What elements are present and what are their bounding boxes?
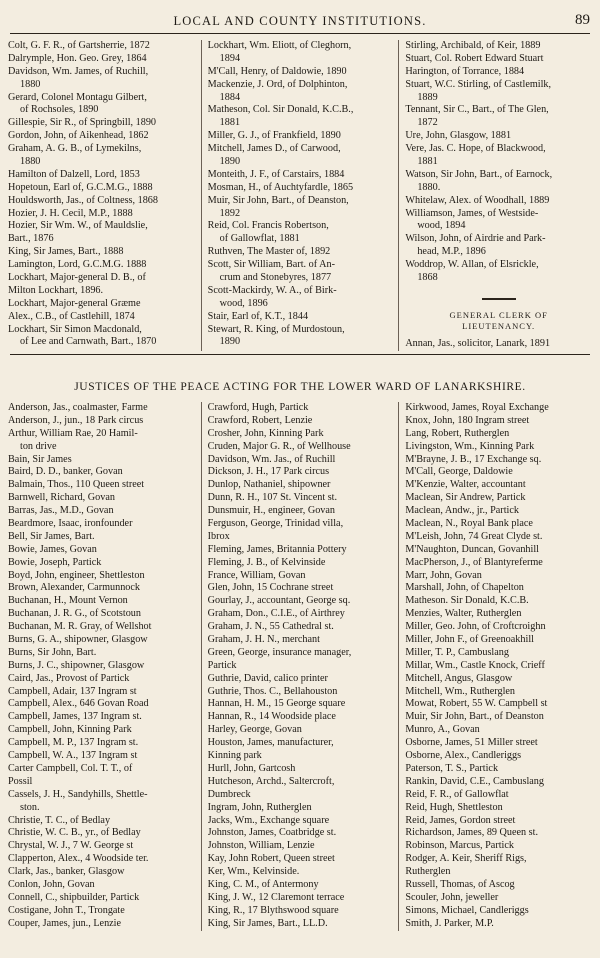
entry-line: Bowie, Joseph, Partick xyxy=(8,556,102,568)
entry-line: Alex., C.B., of Castlehill, 1874 xyxy=(8,310,135,322)
entry-line: Simons, Michael, Candleriggs xyxy=(405,904,529,916)
entry-line: Jacks, Wm., Exchange square xyxy=(207,814,330,826)
entry-line: Campbell, W. A., 137 Ingram st xyxy=(8,750,138,762)
entry-line: Fleming, James, Britannia Pottery xyxy=(207,543,347,555)
entry-line: M'Leish, John, 74 Great Clyde st. xyxy=(405,530,543,542)
entry-line: Muir, Sir John, Bart., of Deanston, xyxy=(207,194,349,206)
entry-line: Hannan, H. M., 15 George square xyxy=(207,698,346,710)
entry-line: of Gallowflat, 1881 xyxy=(219,233,300,245)
entry-line: Christie, W. C. B., yr., of Bedlay xyxy=(8,827,141,839)
entry-line: Clark, Jas., banker, Glasgow xyxy=(8,866,125,878)
entry-line: Gerard, Colonel Montagu Gilbert, xyxy=(8,91,147,103)
entry-line: Gillespie, Sir R., of Springbill, 1890 xyxy=(8,117,157,129)
entry-line: King, C. M., of Antermony xyxy=(207,878,319,890)
entry-line: Milton Lockhart, 1896. xyxy=(8,284,104,296)
entry-line: 1889 xyxy=(417,91,438,103)
entry-line: 1881 xyxy=(417,156,438,168)
justices-list xyxy=(8,402,592,931)
entry-line: Burns, G. A., shipowner, Glasgow xyxy=(8,634,148,646)
entry-line: King, J. W., 12 Claremont terrace xyxy=(207,891,345,903)
entry-line: 1868 xyxy=(417,272,438,284)
entry-line: Matheson, Col. Sir Donald, K.C.B., xyxy=(207,104,354,116)
entry-line: Boyd, John, engineer, Shettleston xyxy=(8,569,145,581)
entry-line: Osborne, James, 51 Miller street xyxy=(405,737,538,749)
entry-line: Dickson, J. H., 17 Park circus xyxy=(207,466,330,478)
entry-line: Beardmore, Isaac, ironfounder xyxy=(8,518,133,530)
entry-line: Connell, C., shipbuilder, Partick xyxy=(8,891,140,903)
entry-line: Livingston, Wm., Kinning Park xyxy=(405,440,535,452)
entry-line: Menzies, Walter, Rutherglen xyxy=(405,608,522,620)
entry-line: Reid, F. R., of Gallowflat xyxy=(405,788,509,800)
entry-line: Harley, George, Govan xyxy=(207,724,302,736)
deputy-lieutenants-list xyxy=(8,40,592,351)
entry-line: 1880 xyxy=(20,78,41,90)
entry-line: Barnwell, Richard, Govan xyxy=(8,492,115,504)
entry-line: Clapperton, Alex., 4 Woodside ter. xyxy=(8,853,149,865)
entry-line: Russell, Thomas, of Ascog xyxy=(405,878,515,890)
page-number: 89 xyxy=(575,12,590,28)
entry-line: Kirkwood, James, Royal Exchange xyxy=(405,402,549,413)
entry-line: Rodger, A. Keir, Sheriff Rigs, xyxy=(405,853,527,865)
entry-line: Mowat, Robert, 55 W. Campbell st xyxy=(405,698,548,710)
entry-line: Marr, John, Govan xyxy=(405,569,482,581)
entry-line: M'Call, Henry, of Daldowie, 1890 xyxy=(207,65,347,77)
entry-line: head, M.P., 1896 xyxy=(417,246,486,258)
entry-line: Fleming, J. B., of Kelvinside xyxy=(207,556,326,568)
entry-line: Arthur, William Rae, 20 Hamil- xyxy=(8,427,138,439)
entry-line: Hamilton of Dalzell, Lord, 1853 xyxy=(8,168,140,180)
entry-line: Houston, James, manufacturer, xyxy=(207,737,334,749)
entry-line: Mackenzie, J. Ord, of Dolphinton, xyxy=(207,78,348,90)
entry-line: Graham, A. G. B., of Lymekilns, xyxy=(8,143,142,155)
entry-line: wood, 1894 xyxy=(417,220,466,232)
entry-line: Scott, Sir William, Bart. of An- xyxy=(207,259,335,271)
entry-line: Guthrie, David, calico printer xyxy=(207,672,328,684)
entry-line: Mitchell, Wm., Rutherglen xyxy=(405,685,516,697)
entry-line: Miller, John F., of Greenoakhill xyxy=(405,634,534,646)
entry-line: Houldsworth, Jas., of Coltness, 1868 xyxy=(8,194,158,206)
entry-line: Rankin, David, C.E., Cambuslang xyxy=(405,775,544,787)
deputy-lieutenants-column-3 xyxy=(398,40,592,351)
entry-line: Maclean, Andw., jr., Partick xyxy=(405,505,519,517)
entry-line: Lang, Robert, Rutherglen xyxy=(405,427,510,439)
entry-line: Knox, John, 180 Ingram street xyxy=(405,414,530,426)
entry-line: Millar, Wm., Castle Knock, Crieff xyxy=(405,659,545,671)
clerk-heading xyxy=(405,310,592,332)
entry-line: Ure, John, Glasgow, 1881 xyxy=(405,130,512,142)
entry-line: Dumbreck xyxy=(207,788,251,800)
deputy-lieutenants-column-2 xyxy=(201,40,395,351)
entry-line: 1890 xyxy=(219,156,241,168)
entry-line: Reid, James, Gordon street xyxy=(405,814,516,826)
entry-line: Reid, Hugh, Shettleston xyxy=(405,801,503,813)
entry-line: 1880 xyxy=(20,156,41,168)
entry-line: ton drive xyxy=(20,440,57,452)
entry-line: Lockhart, Wm. Eliott, of Cleghorn, xyxy=(207,40,352,51)
entry-line: Campbell, Alex., 646 Govan Road xyxy=(8,698,149,710)
entry-line: Lamington, Lord, G.C.M.G. 1888 xyxy=(8,259,147,271)
entry-line: Scott-Mackirdy, W. A., of Birk- xyxy=(207,284,337,296)
section-rule xyxy=(482,298,516,300)
entry-line: Graham, Don., C.I.E., of Airthrey xyxy=(207,608,345,620)
justices-column-3 xyxy=(398,402,592,931)
entry-line: wood, 1896 xyxy=(219,297,268,309)
entry-line: Campbell, M. P., 137 Ingram st. xyxy=(8,737,139,749)
entry-line: Tennant, Sir C., Bart., of The Glen, xyxy=(405,104,549,116)
entry-line: Buchanan, J. R. G., of Scotstoun xyxy=(8,608,141,620)
entry-line: Lockhart, Sir Simon Macdonald, xyxy=(8,323,142,335)
entry-line: Dunlop, Nathaniel, shipowner xyxy=(207,479,331,491)
entry-line: Christie, T. C., of Bedlay xyxy=(8,814,111,826)
entry-line: Stuart, Col. Robert Edward Stuart xyxy=(405,52,544,64)
entry-line: of Lee and Carnwath, Bart., 1870 xyxy=(20,336,157,348)
entry-line: King, Sir James, Bart., LL.D. xyxy=(207,917,328,929)
entry-line: King, Sir James, Bart., 1888 xyxy=(8,246,124,258)
entry-line: Wilson, John, of Airdrie and Park- xyxy=(405,233,546,245)
entry-line: Smith, J. Parker, M.P. xyxy=(405,917,494,929)
entry-line: Stuart, W.C. Stirling, of Castlemilk, xyxy=(405,78,552,90)
entry-line: 1890 xyxy=(219,336,241,348)
section-divider xyxy=(10,354,590,355)
entry-line: Rutherglen xyxy=(405,866,451,878)
entry-line: crum and Stonebyres, 1877 xyxy=(219,272,332,284)
entry-line: Muir, Sir John, Bart., of Deanston xyxy=(405,711,544,723)
entry-line: Campbell, Adair, 137 Ingram st xyxy=(8,685,137,697)
entry-line: Paterson, T. S., Partick xyxy=(405,762,499,774)
entry-line: Buchanan, M. R. Gray, of Wellshot xyxy=(8,621,152,633)
entry-line: Johnston, James, Coatbridge st. xyxy=(207,827,337,839)
entry-line: Guthrie, Thos. C., Bellahouston xyxy=(207,685,338,697)
entry-line: Lockhart, Major-general Græme xyxy=(8,297,141,309)
entry-line: Ibrox xyxy=(207,530,230,542)
entry-line: Davidson, Wm. Jas., of Ruchill xyxy=(207,453,336,465)
entry-line: Glen, John, 15 Cochrane street xyxy=(207,582,334,594)
entry-line: 1892 xyxy=(219,207,241,219)
entry-line: Graham, J. H. N., merchant xyxy=(207,634,320,646)
entry-line: Burns, Sir John, Bart. xyxy=(8,646,97,658)
entry-line: Cruden, Major G. R., of Wellhouse xyxy=(207,440,351,452)
entry-line: Partick xyxy=(207,659,237,671)
entry-line: King, R., 17 Blythswood square xyxy=(207,904,339,916)
entry-line: France, William, Govan xyxy=(207,569,306,581)
entry-line: Hozier, J. H. Cecil, M.P., 1888 xyxy=(8,207,133,219)
entry-line: Lockhart, Major-general D. B., of xyxy=(8,272,146,284)
entry-line: Kinning park xyxy=(207,750,262,762)
entry-line: Mitchell, Angus, Glasgow xyxy=(405,672,513,684)
entry-line: Possil xyxy=(8,775,33,787)
running-header xyxy=(0,14,600,32)
entry-line: Crosher, John, Kinning Park xyxy=(207,427,324,439)
entry-line: Baird, D. D., banker, Govan xyxy=(8,466,123,478)
justices-column-2 xyxy=(201,402,395,931)
entry-line: Johnston, William, Lenzie xyxy=(207,840,315,852)
entry-line: Buchanan, H., Mount Vernon xyxy=(8,595,128,607)
entry-line: Stair, Earl of, K.T., 1844 xyxy=(207,310,309,322)
entry-line: Bain, Sir James xyxy=(8,453,72,465)
entry-line: Hannan, R., 14 Woodside place xyxy=(207,711,336,723)
entry-line: Chrystal, W. J., 7 W. George st xyxy=(8,840,134,852)
entry-line: Gordon, John, of Aikenhead, 1862 xyxy=(8,130,149,142)
entry-line: Graham, J. N., 55 Cathedral st. xyxy=(207,621,334,633)
entry-line: Maclean, N., Royal Bank place xyxy=(405,518,533,530)
clerk-entry: Annan, Jas., solicitor, Lanark, 1891 xyxy=(405,337,551,349)
entry-line: Burns, J. C., shipowner, Glasgow xyxy=(8,659,145,671)
entry-line: Miller, G. J., of Frankfield, 1890 xyxy=(207,130,341,142)
entry-line: Conlon, John, Govan xyxy=(8,878,95,890)
entry-line: Monteith, J. F., of Carstairs, 1884 xyxy=(207,168,345,180)
entry-line: Richardson, James, 89 Queen st. xyxy=(405,827,539,839)
entry-line: Bowie, James, Govan xyxy=(8,543,97,555)
entry-line: Hurll, John, Gartcosh xyxy=(207,762,296,774)
entry-line: Mosman, H., of Auchtyfardle, 1865 xyxy=(207,181,354,193)
entry-line: Crawford, Robert, Lenzie xyxy=(207,414,313,426)
entry-line: M'Kenzie, Walter, accountant xyxy=(405,479,526,491)
entry-line: Hozier, Sir Wm. W., of Mauldslie, xyxy=(8,220,148,232)
entry-line: Stewart, R. King, of Murdostoun, xyxy=(207,323,345,335)
entry-line: Stirling, Archibald, of Keir, 1889 xyxy=(405,40,541,51)
entry-line: Bart., 1876 xyxy=(8,233,54,245)
entry-line: Green, George, insurance manager, xyxy=(207,646,352,658)
entry-line: 1881 xyxy=(219,117,241,129)
entry-line: Anderson, J., jun., 18 Park circus xyxy=(8,414,144,426)
entry-line: Kay, John Robert, Queen street xyxy=(207,853,335,865)
entry-line: 1880. xyxy=(417,181,441,193)
entry-line: Marshall, John, of Chapelton xyxy=(405,582,524,594)
entry-line: Balmain, Thos., 110 Queen street xyxy=(8,479,145,491)
deputy-lieutenants-column-1 xyxy=(8,40,197,351)
entry-line: M'Brayne, J. B., 17 Exchange sq. xyxy=(405,453,542,465)
entry-line: ston. xyxy=(20,801,40,813)
entry-line: Dunn, R. H., 107 St. Vincent st. xyxy=(207,492,338,504)
entry-line: Vere, Jas. C. Hope, of Blackwood, xyxy=(405,143,546,155)
entry-line: 1884 xyxy=(219,91,241,103)
entry-line: of Rochsoles, 1890 xyxy=(20,104,99,116)
entry-line: Carter Campbell, Col. T. T., of xyxy=(8,762,133,774)
entry-line: Bell, Sir James, Bart. xyxy=(8,530,95,542)
clerk-heading-line-1: GENERAL CLERK OF xyxy=(449,309,548,320)
entry-line: Dunsmuir, H., engineer, Govan xyxy=(207,505,336,517)
entry-line: Brown, Alexander, Carmunnock xyxy=(8,582,140,594)
entry-line: Campbell, James, 137 Ingram st. xyxy=(8,711,142,723)
entry-line: Caird, Jas., Provost of Partick xyxy=(8,672,130,684)
entry-line: Harington, of Torrance, 1884 xyxy=(405,65,525,77)
entry-line: Costigane, John T., Trongate xyxy=(8,904,125,916)
entry-line: Watson, Sir John, Bart., of Earnock, xyxy=(405,168,553,180)
entry-line: Osborne, Alex., Candleriggs xyxy=(405,750,522,762)
entry-line: Hutcheson, Archd., Saltercroft, xyxy=(207,775,335,787)
entry-line: Ferguson, George, Trinidad villa, xyxy=(207,518,344,530)
entry-line: Matheson. Sir Donald, K.C.B. xyxy=(405,595,529,607)
entry-line: Woddrop, W. Allan, of Elsrickle, xyxy=(405,259,539,271)
entry-line: Gourlay, J., accountant, George sq. xyxy=(207,595,351,607)
entry-line: Hopetoun, Earl of, G.C.M.G., 1888 xyxy=(8,181,153,193)
entry-line: 1872 xyxy=(417,117,438,129)
page-title: LOCAL AND COUNTY INSTITUTIONS. xyxy=(173,14,427,28)
entry-line: Miller, T. P., Cambuslang xyxy=(405,646,509,658)
entry-line: Crawford, Hugh, Partick xyxy=(207,402,309,413)
entry-line: Mitchell, James D., of Carwood, xyxy=(207,143,341,155)
entry-line: Ruthven, The Master of, 1892 xyxy=(207,246,331,258)
entry-line: Campbell, John, Kinning Park xyxy=(8,724,132,736)
header-rule xyxy=(10,33,590,34)
entry-line: Whitelaw, Alex. of Woodhall, 1889 xyxy=(405,194,550,206)
entry-line: Anderson, Jas., coalmaster, Farme xyxy=(8,402,148,413)
entry-line: Barras, Jas., M.D., Govan xyxy=(8,505,114,517)
clerk-heading-line-2: LIEUTENANCY. xyxy=(462,320,536,331)
entry-line: 1894 xyxy=(219,52,241,64)
entry-line: Williamson, James, of Westside- xyxy=(405,207,539,219)
justices-column-1 xyxy=(8,402,197,931)
entry-line: Ker, Wm., Kelvinside. xyxy=(207,866,300,878)
entry-line: Reid, Col. Francis Robertson, xyxy=(207,220,329,232)
entry-line: Miller, Geo. John, of Croftcroighn xyxy=(405,621,546,633)
entry-line: MacPherson, J., of Blantyreferme xyxy=(405,556,543,568)
entry-line: Scouler, John, jeweller xyxy=(405,891,499,903)
entry-line: Munro, A., Govan xyxy=(405,724,480,736)
entry-line: Couper, James, jun., Lenzie xyxy=(8,917,122,929)
entry-line: Colt, G. F. R., of Gartsherrie, 1872 xyxy=(8,40,150,51)
entry-line: Maclean, Sir Andrew, Partick xyxy=(405,492,526,504)
justices-heading: JUSTICES OF THE PEACE ACTING FOR THE LOWER WARD OF LANARKSHIRE. xyxy=(74,381,526,393)
entry-line: Ingram, John, Rutherglen xyxy=(207,801,312,813)
entry-line: Cassels, J. H., Sandyhills, Shettle- xyxy=(8,788,148,800)
entry-line: M'Call, George, Daldowie xyxy=(405,466,513,478)
entry-line: Dalrymple, Hon. Geo. Grey, 1864 xyxy=(8,52,147,64)
entry-line: Robinson, Marcus, Partick xyxy=(405,840,514,852)
entry-line: Davidson, Wm. James, of Ruchill, xyxy=(8,65,149,77)
entry-line: M'Naughton, Duncan, Govanhill xyxy=(405,543,540,555)
